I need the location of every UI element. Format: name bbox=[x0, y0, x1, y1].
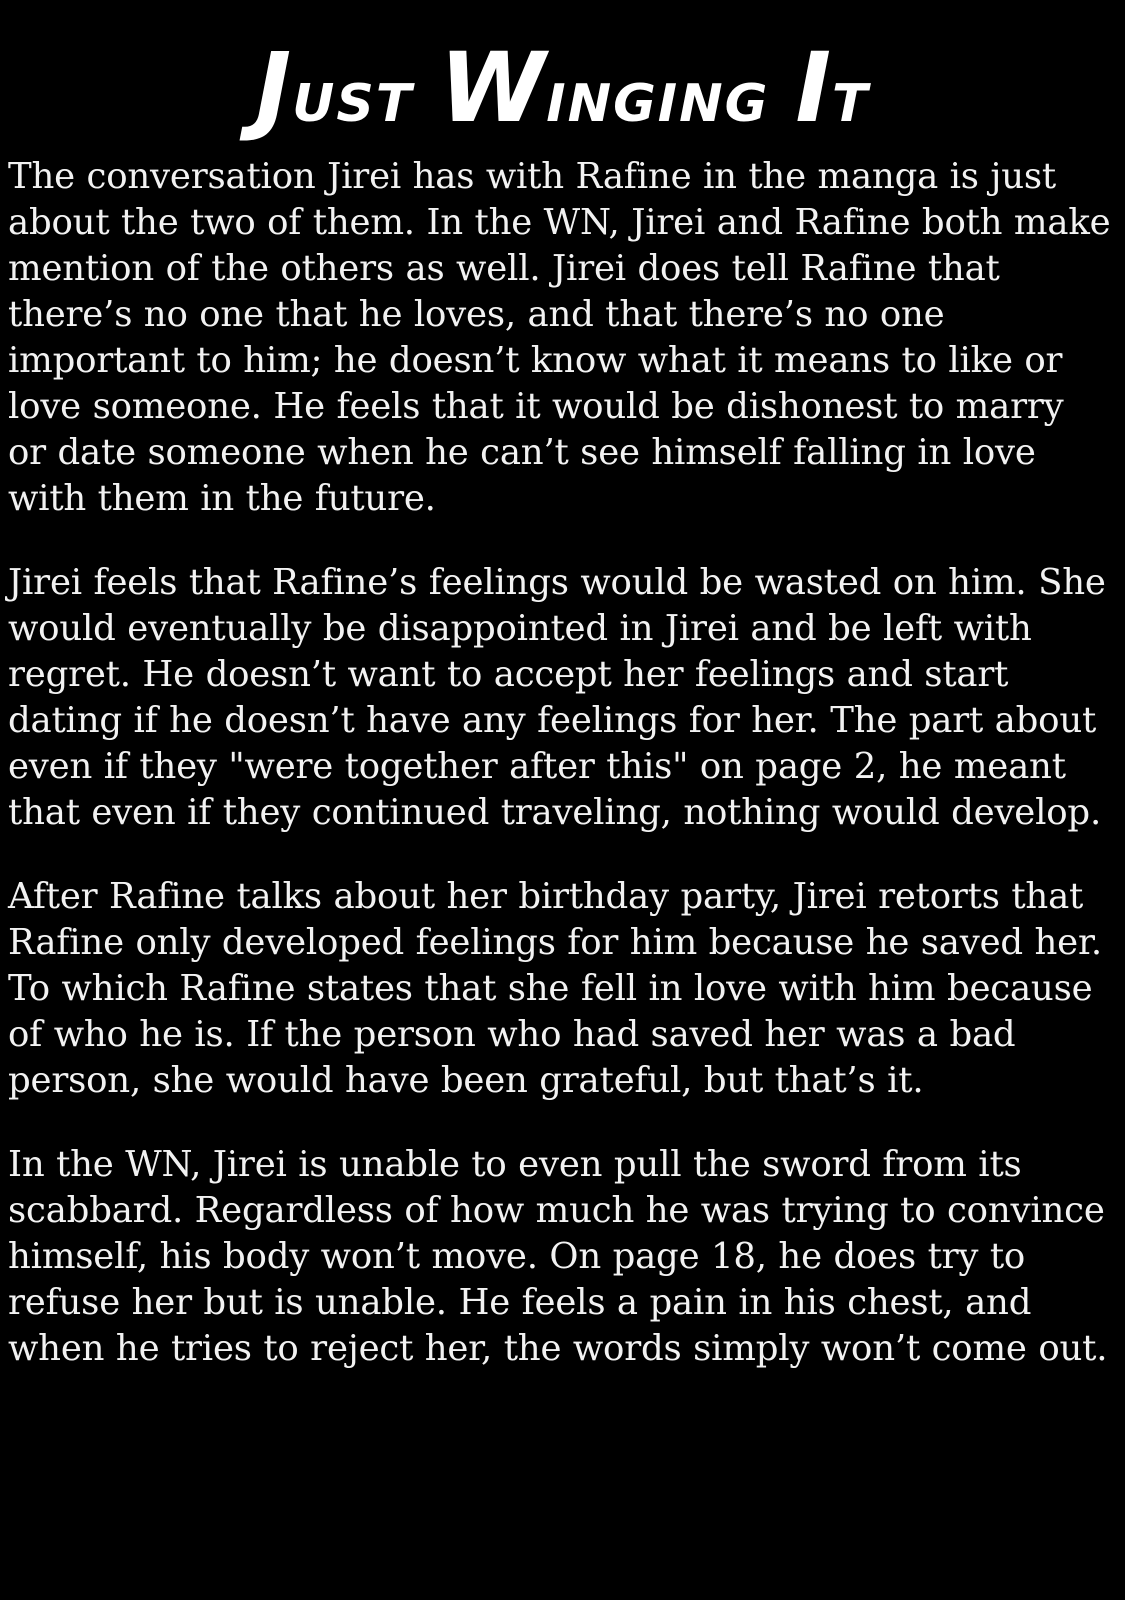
title-word-winging-rest: INGING bbox=[546, 74, 770, 134]
paragraph-3: After Rafine talks about her birthday party, Jirei retorts that Rafine only developed feelings for him because he saved her. To which Rafine states that she fell in love with him because of who he is. If the person who had saved her was a bad person, she would have been grateful, but that’s it. bbox=[8, 876, 1102, 1101]
body-text bbox=[0, 154, 1125, 1372]
title-letter-i: I bbox=[795, 32, 833, 144]
title-word-just-rest: UST bbox=[292, 74, 414, 134]
paragraph-2: Jirei feels that Rafine’s feelings would be wasted on him. She would eventually be disappointed in Jirei and be left with regret. He doesn’t want to accept her feelings and start dating if he doesn’t have any feelings for her. The part about even if they "were together after this" on page 2, he meant that even if they continued traveling, nothing would develop. bbox=[8, 562, 1106, 833]
paragraph-4: In the WN, Jirei is unable to even pull the sword from its scabbard. Regardless of how much he was trying to convince himself, his body won’t move. On page 18, he does try to refuse her but is unable. He feels a pain in his chest, and when he tries to reject her, the words simply won’t come out. bbox=[8, 1144, 1108, 1369]
title-letter-w: W bbox=[439, 32, 547, 144]
paragraph-1: The conversation Jirei has with Rafine in the manga is just about the two of them. In the WN, Jirei and Rafine both make mention of the others as well. Jirei does tell Rafine that there’s no one that he loves, and that there’s no one important to him; he doesn’t know what it means to like or love someone. He feels that it would be dishonest to marry or date someone when he can’t see himself falling in love with them in the future. bbox=[8, 156, 1111, 519]
title-block bbox=[0, 0, 1125, 154]
title-letter-j: J bbox=[255, 32, 293, 144]
title-word-it-rest: T bbox=[832, 74, 870, 134]
page-title bbox=[255, 32, 870, 144]
